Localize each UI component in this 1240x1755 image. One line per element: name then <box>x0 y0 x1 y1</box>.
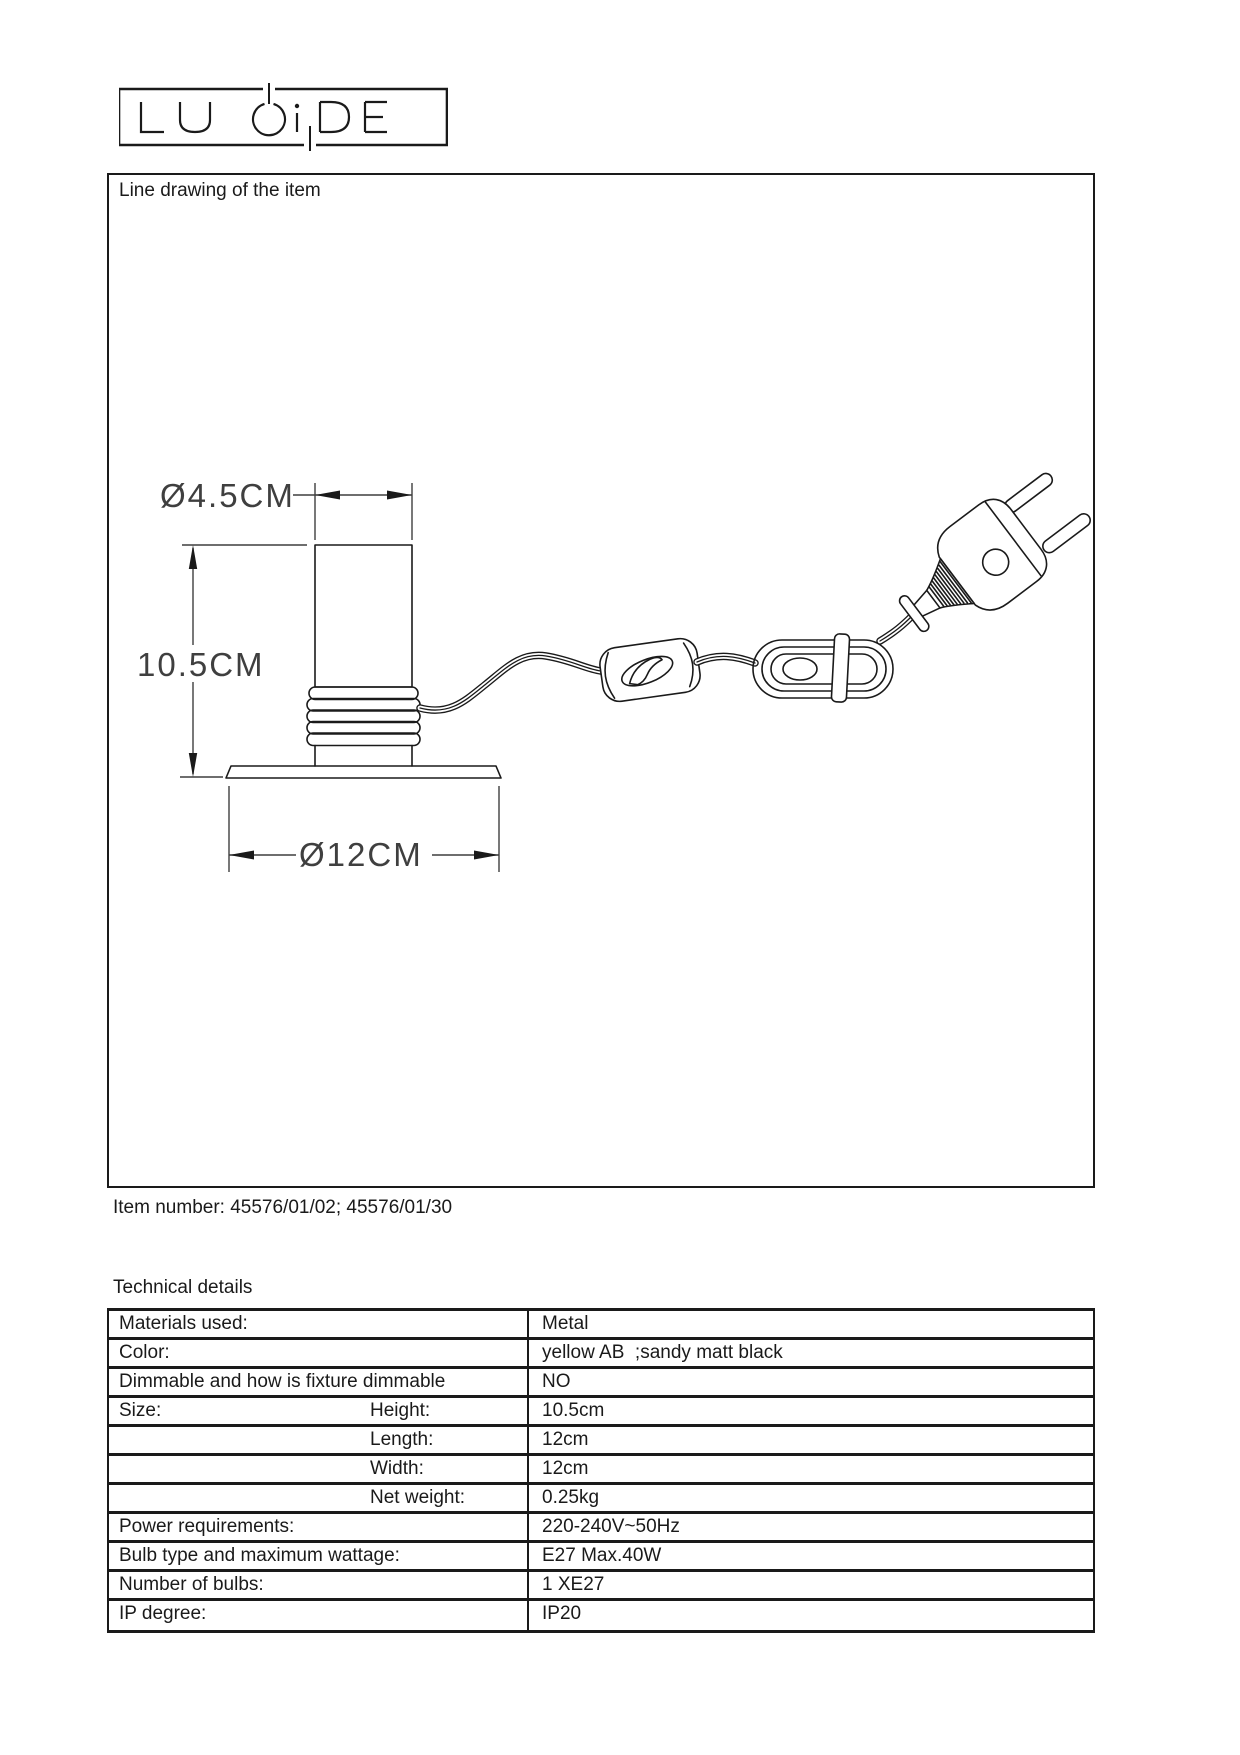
table-cell-value: 220-240V~50Hz <box>542 1516 680 1537</box>
table-cell-label: Dimmable and how is fixture dimmable <box>119 1371 446 1392</box>
table-cell-label: Bulb type and maximum wattage: <box>119 1545 400 1566</box>
table-row <box>109 1601 1093 1630</box>
logo-letter-e-shape <box>365 102 387 132</box>
inline-switch <box>598 636 703 703</box>
table-cell-label: IP degree: <box>119 1603 207 1624</box>
dim-label-height: 10.5CM <box>137 646 265 683</box>
table-row <box>109 1427 1093 1456</box>
logo-letter-u: U <box>180 132 181 133</box>
table-cell-value: 1 XE27 <box>542 1574 605 1595</box>
dimension-base-diameter <box>229 786 499 873</box>
table-cell-sublabel: Width: <box>370 1458 424 1479</box>
lamp-base <box>226 766 501 778</box>
table-cell-sublabel: Height: <box>370 1400 431 1421</box>
table-cell-sublabel: Net weight: <box>370 1487 466 1508</box>
power-plug <box>881 456 1093 655</box>
power-cord-segment-1 <box>420 655 601 710</box>
logo-letter-e: E <box>365 132 366 133</box>
logo-letter-l-shape <box>141 102 164 132</box>
lamp-neck <box>315 746 412 767</box>
table-cell-value: IP20 <box>542 1603 582 1624</box>
logo-letter-d-shape <box>320 102 349 132</box>
table-row <box>109 1485 1093 1514</box>
table-row <box>109 1514 1093 1543</box>
coil-wrap-band <box>831 634 850 703</box>
technical-details-heading: Technical details <box>113 1277 253 1298</box>
dim-label-top-diameter: Ø4.5CM <box>160 477 295 514</box>
power-cord-segment-3 <box>880 616 912 641</box>
dimension-height <box>137 545 307 777</box>
power-cord-segment-2 <box>697 656 755 663</box>
table-cell-value: Metal <box>542 1313 589 1334</box>
lamp-line-drawing <box>109 175 1093 1186</box>
table-row <box>109 1369 1093 1398</box>
table-cell-value: yellow AB ;sandy matt black <box>542 1342 783 1363</box>
thread-rings <box>307 687 420 746</box>
line-drawing-panel <box>107 173 1095 1188</box>
table-cell-value: 12cm <box>542 1458 589 1479</box>
dimension-top-diameter <box>160 477 412 540</box>
lucide-logo <box>119 81 448 155</box>
table-row <box>109 1398 1093 1427</box>
table-cell-value: 12cm <box>542 1429 589 1450</box>
table-cell-label: Power requirements: <box>119 1516 295 1537</box>
technical-details-table <box>107 1308 1095 1633</box>
logo-border <box>119 89 447 145</box>
table-cell-value: 0.25kg <box>542 1487 600 1508</box>
table-cell-sublabel: Length: <box>370 1429 434 1450</box>
table-cell-label: Size: <box>119 1400 162 1421</box>
drawing-caption: Line drawing of the item <box>119 180 321 201</box>
dim-label-base-diameter: Ø12CM <box>299 836 423 873</box>
table-cell-label: Materials used: <box>119 1313 248 1334</box>
table-cell-value: E27 Max.40W <box>542 1545 662 1566</box>
lamp-cylinder <box>315 545 412 687</box>
table-row <box>109 1340 1093 1369</box>
table-row <box>109 1572 1093 1601</box>
logo-letter-l: L <box>141 132 142 133</box>
logo-letter-u-shape <box>180 102 210 132</box>
table-row <box>109 1311 1093 1340</box>
item-number-line: Item number: 45576/01/02; 45576/01/30 <box>113 1197 453 1218</box>
logo-letter-i-dot <box>295 104 299 108</box>
logo-letter-d: D <box>320 132 321 133</box>
table-cell-label: Color: <box>119 1342 170 1363</box>
cord-coil <box>753 634 893 703</box>
table-row <box>109 1456 1093 1485</box>
table-cell-value: NO <box>542 1371 571 1392</box>
logo-letter-c-shape <box>253 104 285 135</box>
table-cell-label: Number of bulbs: <box>119 1574 264 1595</box>
table-row <box>109 1543 1093 1572</box>
table-cell-value: 10.5cm <box>542 1400 605 1421</box>
